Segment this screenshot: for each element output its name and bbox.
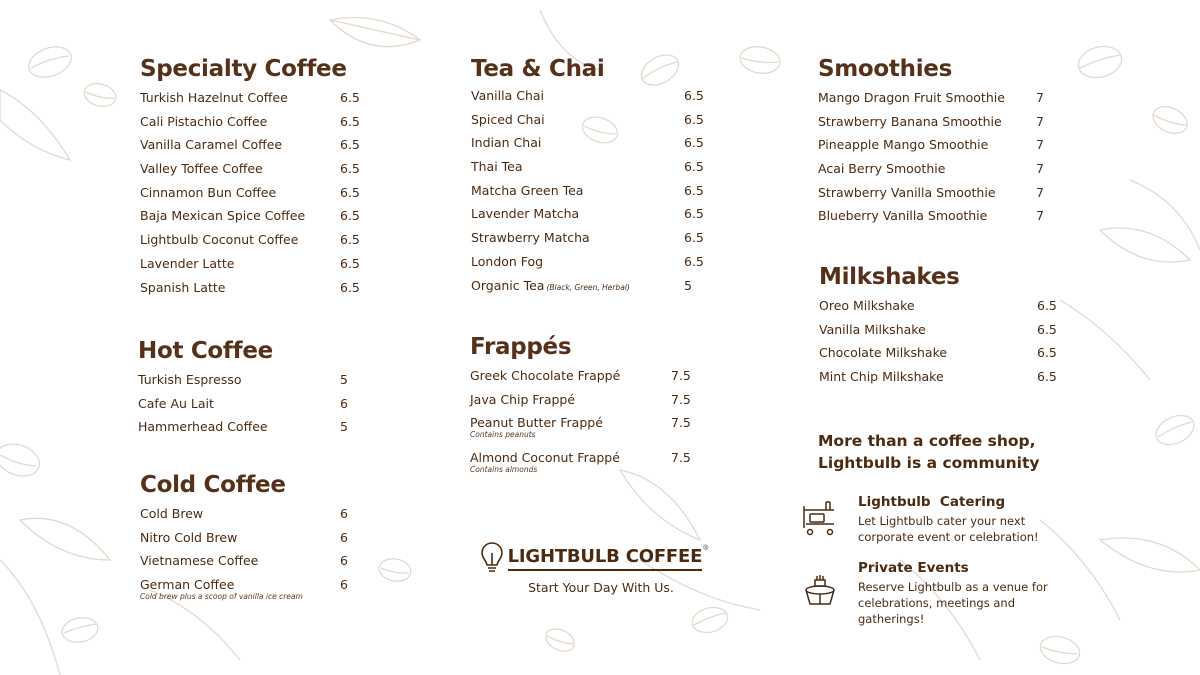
community-title-line2: Lightbulb is a community: [818, 454, 1040, 472]
menu-item-price: 6.5: [684, 253, 704, 269]
menu-item-name: Java Chip Frappé: [470, 391, 576, 407]
menu-item-name: Spiced Chai: [471, 111, 545, 127]
brand-name: LIGHTBULB COFFEE: [508, 546, 703, 571]
menu-item: [818, 114, 1058, 138]
brand-logo: [478, 541, 710, 595]
menu-item-price: 6: [340, 553, 348, 569]
menu-item: [140, 161, 370, 185]
community-title: [818, 430, 1040, 474]
menu-item-name: Hammerhead Coffee: [138, 419, 268, 435]
menu-item-name: Thai Tea: [471, 159, 523, 175]
menu-item-name: Nitro Cold Brew: [140, 529, 238, 545]
menu-item: [470, 392, 700, 416]
menu-item: [818, 161, 1058, 185]
menu-item-price: 6: [340, 395, 348, 411]
brand-tagline: Start Your Day With Us.: [528, 580, 674, 595]
menu-item: [471, 159, 711, 183]
menu-item-note: Contains peanuts: [470, 430, 536, 440]
brand-logo-row: [478, 541, 710, 575]
menu-item-name: Acai Berry Smoothie: [818, 161, 946, 177]
menu-item-price: 6.5: [684, 135, 704, 151]
private-events-service: [858, 560, 1068, 627]
menu-item: [471, 183, 711, 207]
menu-item-name: Peanut Butter Frappé: [470, 415, 603, 431]
hot-coffee-section: [138, 338, 368, 443]
menu-item-note: Cold brew plus a scoop of vanilla ice cream: [140, 592, 303, 602]
section-title: Cold Coffee: [140, 472, 286, 498]
menu-item: [471, 135, 711, 159]
menu-item-name: Strawberry Matcha: [471, 230, 590, 246]
menu-item-name: Cali Pistachio Coffee: [140, 113, 268, 129]
menu-item-name: Almond Coconut Frappé: [470, 450, 620, 466]
menu-list: [818, 90, 1058, 232]
menu-item-price: 6: [340, 529, 348, 545]
registered-mark: ®: [703, 545, 709, 552]
menu-item-name: Lavender Matcha: [471, 206, 580, 222]
catering-description: Let Lightbulb cater your next corporate event or celebration!: [858, 514, 1039, 544]
menu-item: [140, 577, 370, 612]
menu-item: [140, 208, 370, 232]
menu-item-price: 7.5: [671, 450, 691, 466]
menu-item-price: 6: [340, 506, 348, 521]
frappes-section: [470, 334, 700, 485]
menu-item-price: 7: [1036, 184, 1044, 200]
menu-item-price: 6.5: [684, 159, 704, 175]
menu-item: [138, 419, 368, 443]
menu-item: [470, 450, 700, 485]
menu-item-name: Pineapple Mango Smoothie: [818, 137, 989, 153]
menu-item-name: Organic Tea: [471, 277, 545, 293]
milkshakes-section: [819, 264, 1059, 393]
events-description: Reserve Lightbulb as a venue for celebrations, meetings and gatherings!: [858, 580, 1048, 626]
catering-service: [858, 494, 1068, 545]
cold-coffee-section: [140, 472, 370, 612]
section-title: Smoothies: [818, 56, 952, 82]
menu-item-name-wrap: [471, 278, 630, 293]
menu-item-name: Vietnamese Coffee: [140, 553, 259, 569]
menu-item-price: 6.5: [340, 161, 360, 177]
menu-item-name: Matcha Green Tea: [471, 182, 584, 198]
specialty-coffee-section: [140, 56, 370, 303]
menu-item-price: 7: [1036, 90, 1044, 105]
menu-item-name: Vanilla Chai: [471, 88, 544, 103]
menu-item-name: German Coffee: [140, 577, 235, 593]
menu-item: [140, 90, 370, 114]
menu-item-name: Turkish Hazelnut Coffee: [140, 90, 288, 105]
menu-item: [471, 112, 711, 136]
menu-item-name: Strawberry Banana Smoothie: [818, 113, 1002, 129]
menu-item-name: Lightbulb Coconut Coffee: [140, 232, 299, 248]
menu-item-name: Oreo Milkshake: [819, 298, 915, 313]
menu-item-price: 6.5: [1037, 369, 1057, 385]
menu-item-inline-note: (Black, Green, Herbal): [546, 282, 630, 292]
menu-item-price: 7: [1036, 137, 1044, 153]
menu-item: [818, 137, 1058, 161]
menu-item: [140, 137, 370, 161]
menu-item-name: London Fog: [471, 253, 544, 269]
menu-item-name: Spanish Latte: [140, 279, 226, 295]
menu-item-price: 6.5: [684, 88, 704, 103]
lightbulb-icon: [480, 541, 504, 575]
menu-item-price: 6.5: [340, 137, 360, 153]
menu-item-price: 6.5: [340, 232, 360, 248]
menu-item-price: 6.5: [340, 279, 360, 295]
event-table-icon: [802, 570, 838, 610]
menu-item: [140, 553, 370, 577]
menu-item: [470, 368, 700, 392]
menu-item: [470, 415, 700, 450]
menu-item: [819, 369, 1059, 393]
catering-cart-icon: [800, 498, 840, 538]
menu-item-note: Contains almonds: [470, 465, 538, 475]
menu-item-price: 6.5: [1037, 298, 1057, 313]
menu-item-name: Indian Chai: [471, 135, 542, 151]
menu-item-price: 7.5: [671, 391, 691, 407]
catering-title: Lightbulb Catering: [858, 494, 1006, 510]
section-title: Milkshakes: [819, 264, 960, 290]
menu-item-price: 6.5: [1037, 321, 1057, 337]
smoothies-section: [818, 56, 1058, 232]
menu-item-name: Cinnamon Bun Coffee: [140, 184, 277, 200]
menu-item-name: Strawberry Vanilla Smoothie: [818, 184, 996, 200]
menu-item: [140, 506, 370, 530]
menu-list: [471, 88, 711, 301]
menu-list: [140, 90, 370, 303]
menu-item-name: Vanilla Milkshake: [819, 321, 926, 337]
menu-item-name: Vanilla Caramel Coffee: [140, 137, 283, 153]
menu-item-price: 5: [340, 419, 348, 435]
menu-item-name: Cafe Au Lait: [138, 395, 214, 411]
tea-chai-section: [471, 56, 711, 301]
menu-item: [819, 345, 1059, 369]
menu-item-name: Greek Chocolate Frappé: [470, 368, 621, 383]
menu-item-price: 7.5: [671, 415, 691, 431]
menu-item-name: Baja Mexican Spice Coffee: [140, 208, 306, 224]
menu-item-price: 7: [1036, 208, 1044, 224]
menu-item-price: 6.5: [1037, 345, 1057, 361]
menu-list: [138, 372, 368, 443]
menu-item-price: 7: [1036, 113, 1044, 129]
menu-item: [818, 208, 1058, 232]
menu-item: [140, 530, 370, 554]
menu-list: [140, 506, 370, 612]
menu-item-price: 5: [340, 372, 348, 387]
section-title: Specialty Coffee: [140, 56, 347, 82]
events-title: Private Events: [858, 560, 969, 576]
menu-item-price: 7.5: [671, 368, 691, 383]
menu-item-name: Mint Chip Milkshake: [819, 369, 944, 385]
menu-item: [471, 278, 711, 302]
menu-item-price: 6.5: [684, 182, 704, 198]
section-title: Tea & Chai: [471, 56, 605, 82]
menu-item-name: Blueberry Vanilla Smoothie: [818, 208, 988, 224]
menu-list: [819, 298, 1059, 393]
menu-item-name: Turkish Espresso: [138, 372, 242, 387]
menu-item-price: 6.5: [340, 184, 360, 200]
menu-item-price: 6.5: [340, 208, 360, 224]
menu-item: [818, 90, 1058, 114]
menu-item-price: 5: [684, 277, 692, 293]
menu-item: [818, 185, 1058, 209]
menu-item: [471, 230, 711, 254]
menu-item-name: Cold Brew: [140, 506, 204, 521]
menu-item-price: 6: [340, 577, 348, 593]
menu-item: [138, 396, 368, 420]
menu-item-price: 6.5: [340, 90, 360, 105]
menu-item-price: 6.5: [340, 255, 360, 271]
menu-item-price: 6.5: [684, 230, 704, 246]
menu-item-price: 6.5: [684, 206, 704, 222]
menu-item: [471, 254, 711, 278]
menu-item: [138, 372, 368, 396]
menu-item-name: Lavender Latte: [140, 255, 235, 271]
menu-item-price: 7: [1036, 161, 1044, 177]
community-title-line1: More than a coffee shop,: [818, 432, 1036, 450]
menu-list: [470, 368, 700, 485]
menu-item: [819, 298, 1059, 322]
section-title: Hot Coffee: [138, 338, 273, 364]
section-title: Frappés: [470, 334, 572, 360]
menu-item: [140, 256, 370, 280]
menu-item-price: 6.5: [684, 111, 704, 127]
menu-item: [140, 280, 370, 304]
menu-item-name: Mango Dragon Fruit Smoothie: [818, 90, 1005, 105]
menu-item: [140, 114, 370, 138]
menu-item-price: 6.5: [340, 113, 360, 129]
menu-item: [471, 88, 711, 112]
menu-item: [140, 232, 370, 256]
menu-item: [471, 206, 711, 230]
menu-item-name: Chocolate Milkshake: [819, 345, 948, 361]
community-section: [818, 430, 1048, 626]
menu-item: [140, 185, 370, 209]
menu-item-name: Valley Toffee Coffee: [140, 161, 263, 177]
menu-item: [819, 322, 1059, 346]
